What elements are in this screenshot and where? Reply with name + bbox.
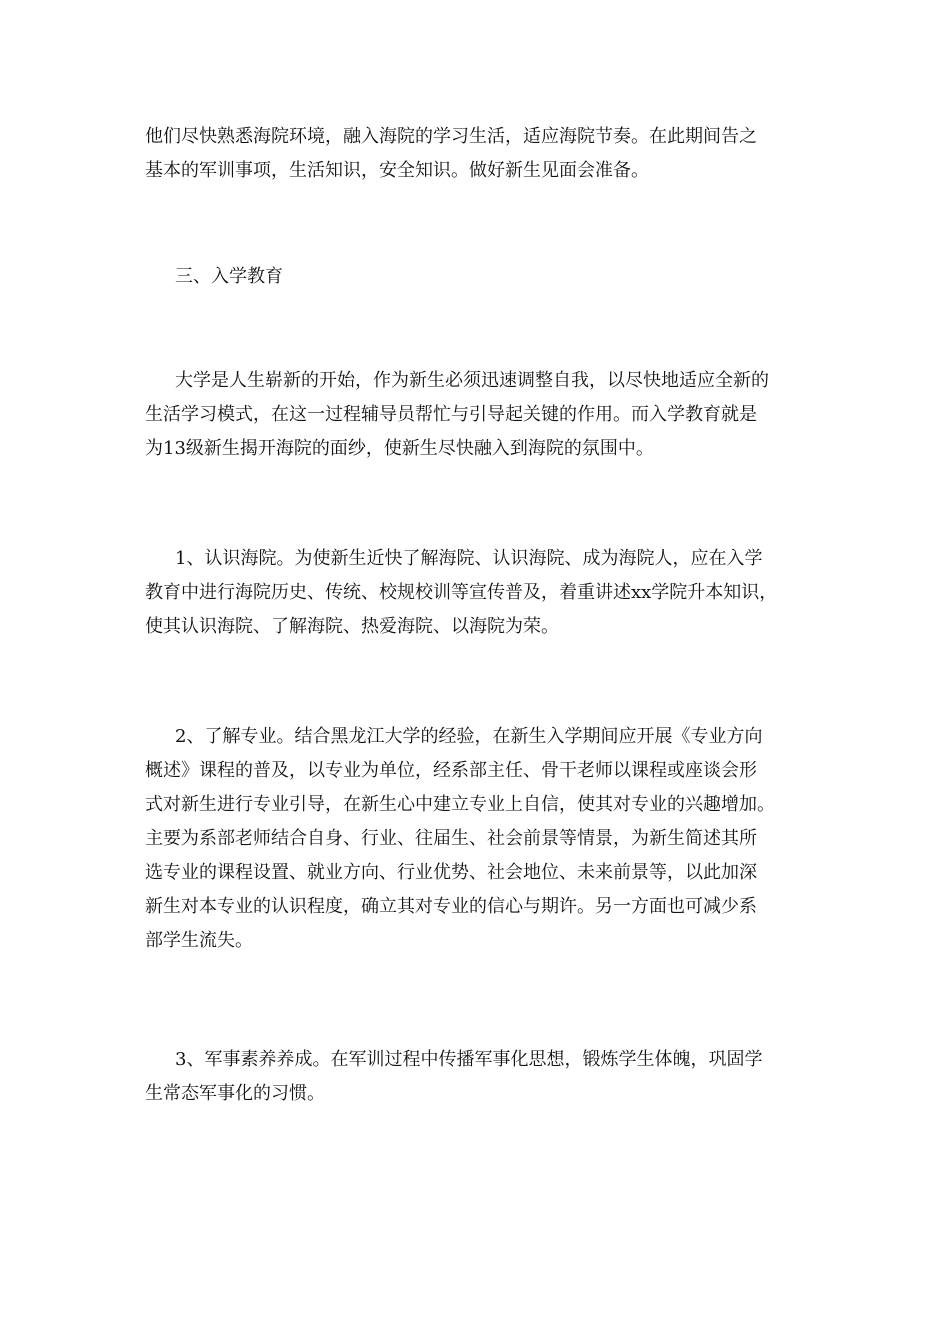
paragraph-item-2: [145, 720, 815, 958]
paragraph-line: 他们尽快熟悉海院环境，融入海院的学习生活，适应海院节奏。在此期间告之: [145, 126, 757, 147]
paragraph-line: 式对新生进行专业引导，在新生心中建立专业上自信，使其对专业的兴趣增加。: [145, 794, 775, 815]
paragraph-line: 大学是人生崭新的开始，作为新生必须迅速调整自我，以尽快地适应全新的: [175, 370, 769, 391]
paragraph-item-3: [145, 1043, 815, 1111]
paragraph-line: 基本的军训事项，生活知识，安全知识。做好新生见面会准备。: [145, 160, 649, 181]
paragraph-line: 使其认识海院、了解海院、热爱海院、以海院为荣。: [145, 616, 559, 637]
paragraph-line: 教育中进行海院历史、传统、校规校训等宣传普及，着重讲述xx学院升本知识，: [145, 582, 778, 603]
paragraph-line: 3、军事素养养成。在军训过程中传播军事化思想，锻炼学生体魄，巩固学: [175, 1049, 763, 1070]
paragraph-line: 生活学习模式，在这一过程辅导员帮忙与引导起关键的作用。而入学教育就是: [145, 404, 757, 425]
paragraph-line: 概述》课程的普及，以专业为单位，经系部主任、骨干老师以课程或座谈会形: [145, 760, 757, 781]
paragraph-line: 1、认识海院。为使新生近快了解海院、认识海院、成为海院人，应在入学: [175, 548, 763, 569]
paragraph-line: 主要为系部老师结合自身、行业、往届生、社会前景等情景，为新生简述其所: [145, 828, 757, 849]
paragraph-line: 选专业的课程设置、就业方向、行业优势、社会地位、未来前景等，以此加深: [145, 862, 757, 883]
paragraph-university: [145, 364, 815, 466]
paragraph-intro: [145, 120, 815, 188]
paragraph-line: 生常态军事化的习惯。: [145, 1083, 325, 1104]
paragraph-line: 2、了解专业。结合黑龙江大学的经验，在新生入学期间应开展《专业方向: [175, 726, 763, 747]
paragraph-line: 部学生流失。: [145, 930, 253, 951]
paragraph-item-1: [145, 542, 815, 644]
paragraph-line: 新生对本专业的认识程度，确立其对专业的信心与期许。另一方面也可减少系: [145, 896, 757, 917]
section-heading: 三、入学教育: [175, 266, 283, 287]
paragraph-line: 为13级新生揭开海院的面纱，使新生尽快融入到海院的氛围中。: [145, 438, 654, 459]
